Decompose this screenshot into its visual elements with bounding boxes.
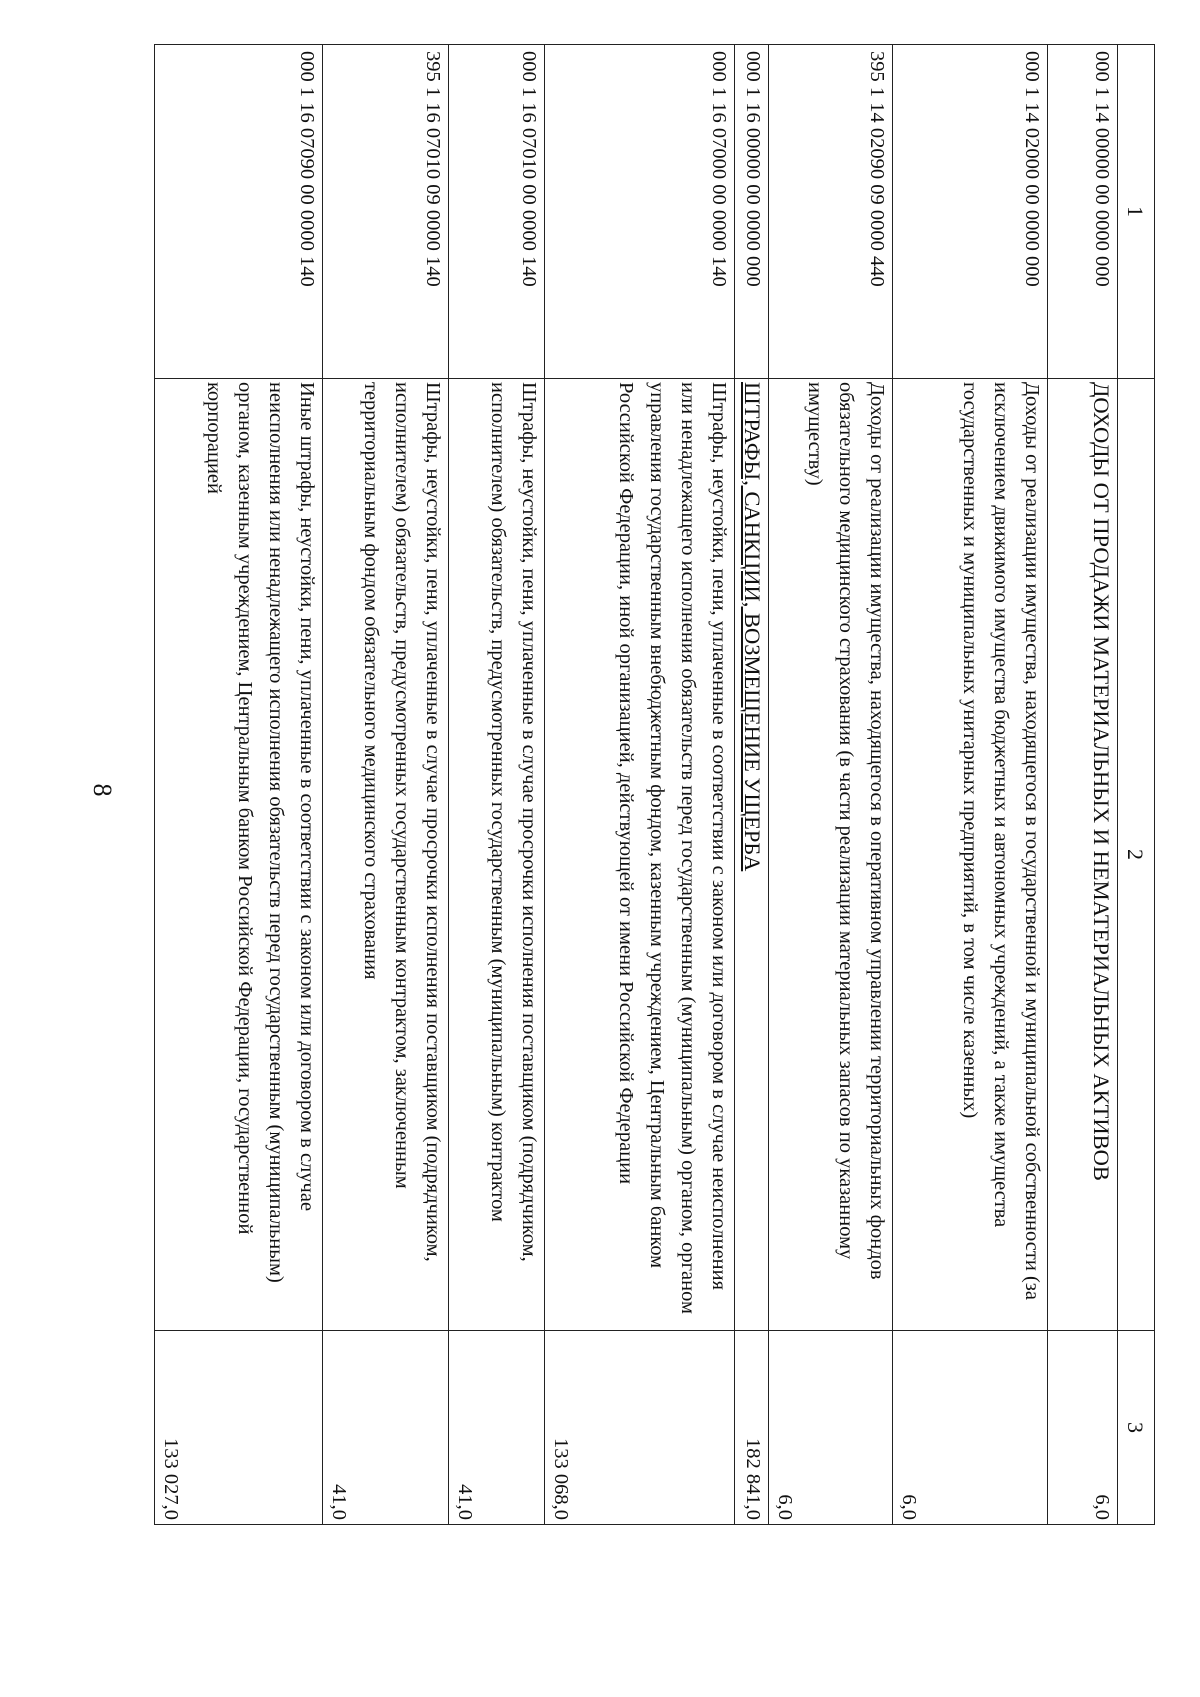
revenue-table <box>154 44 1155 1525</box>
row-name: Штрафы, неустойки, пени, уплаченные в соответствии с законом или договором в случае неисполнения или ненадлежащего исполнения обязательств перед государственным (муниципальным) органом, органом управления государственным внебюджетным фондом, казенным учреждением, Центральным банком Российской Федерации, иной организацией, действующей от имени Российской Федерации <box>545 379 735 1331</box>
row-amount: 133 068,0 <box>545 1331 735 1525</box>
table-row <box>735 45 769 1525</box>
table-row <box>155 45 323 1525</box>
column-header-3: 3 <box>1118 1331 1155 1525</box>
table-header-row <box>1118 45 1155 1525</box>
row-amount: 6,0 <box>893 1331 1048 1525</box>
row-name: Иные штрафы, неустойки, пени, уплаченные в соответствии с законом или договором в случае неисполнения или ненадлежащего исполнения обязательств перед государственным (муниципальным) органом, казенным учреждением, Центральным банком Российской Федерации, государственной корпорацией <box>155 379 323 1331</box>
row-code: 395 1 16 07010 09 0000 140 <box>323 45 449 379</box>
column-header-2: 2 <box>1118 379 1155 1331</box>
row-amount: 6,0 <box>769 1331 893 1525</box>
row-amount: 41,0 <box>449 1331 545 1525</box>
row-amount: 6,0 <box>1048 1331 1118 1525</box>
column-header-1: 1 <box>1118 45 1155 379</box>
row-amount: 182 841,0 <box>735 1331 769 1525</box>
row-code: 000 1 16 07090 00 0000 140 <box>155 45 323 379</box>
row-name: Доходы от реализации имущества, находящегося в государственной и муниципальной собственности (за исключением движимого имущества бюджетных и автономных учреждений, а также имущества государственных и муниципальных унитарных предприятий, в том числе казенных) <box>893 379 1048 1331</box>
row-code: 000 1 14 02000 00 0000 000 <box>893 45 1048 379</box>
row-code: 000 1 14 00000 00 0000 000 <box>1048 45 1118 379</box>
row-name: Штрафы, неустойки, пени, уплаченные в случае просрочки исполнения поставщиком (подрядчиком, исполнителем) обязательств, предусмотренных государственным (муниципальным) контрактом <box>449 379 545 1331</box>
table-row <box>545 45 735 1525</box>
row-name: Штрафы, неустойки, пени, уплаченные в случае просрочки исполнения поставщиком (подрядчиком, исполнителем) обязательств, предусмотренных государственным контрактом, заключенным территориальным фондом обязательного медицинского страхования <box>323 379 449 1331</box>
page-number: 8 <box>88 783 117 797</box>
row-name: ДОХОДЫ ОТ ПРОДАЖИ МАТЕРИАЛЬНЫХ И НЕМАТЕРИАЛЬНЫХ АКТИВОВ <box>1048 379 1118 1331</box>
row-name: Доходы от реализации имущества, находящегося в оперативном управлении территориальных фондов обязательного медицинского страхования (в части реализации материальных запасов по указанному имуществу) <box>769 379 893 1331</box>
row-code: 000 1 16 07000 00 0000 140 <box>545 45 735 379</box>
table-row <box>449 45 545 1525</box>
rotated-page-content <box>155 44 1155 1524</box>
row-amount: 41,0 <box>323 1331 449 1525</box>
row-name: ШТРАФЫ, САНКЦИИ, ВОЗМЕЩЕНИЕ УЩЕРБА <box>735 379 769 1331</box>
row-code: 395 1 14 02090 09 0000 440 <box>769 45 893 379</box>
row-code: 000 1 16 00000 00 0000 000 <box>735 45 769 379</box>
table-row <box>323 45 449 1525</box>
row-code: 000 1 16 07010 00 0000 140 <box>449 45 545 379</box>
row-amount: 133 027,0 <box>155 1331 323 1525</box>
table-row <box>893 45 1048 1525</box>
table-row <box>769 45 893 1525</box>
table-row <box>1048 45 1118 1525</box>
